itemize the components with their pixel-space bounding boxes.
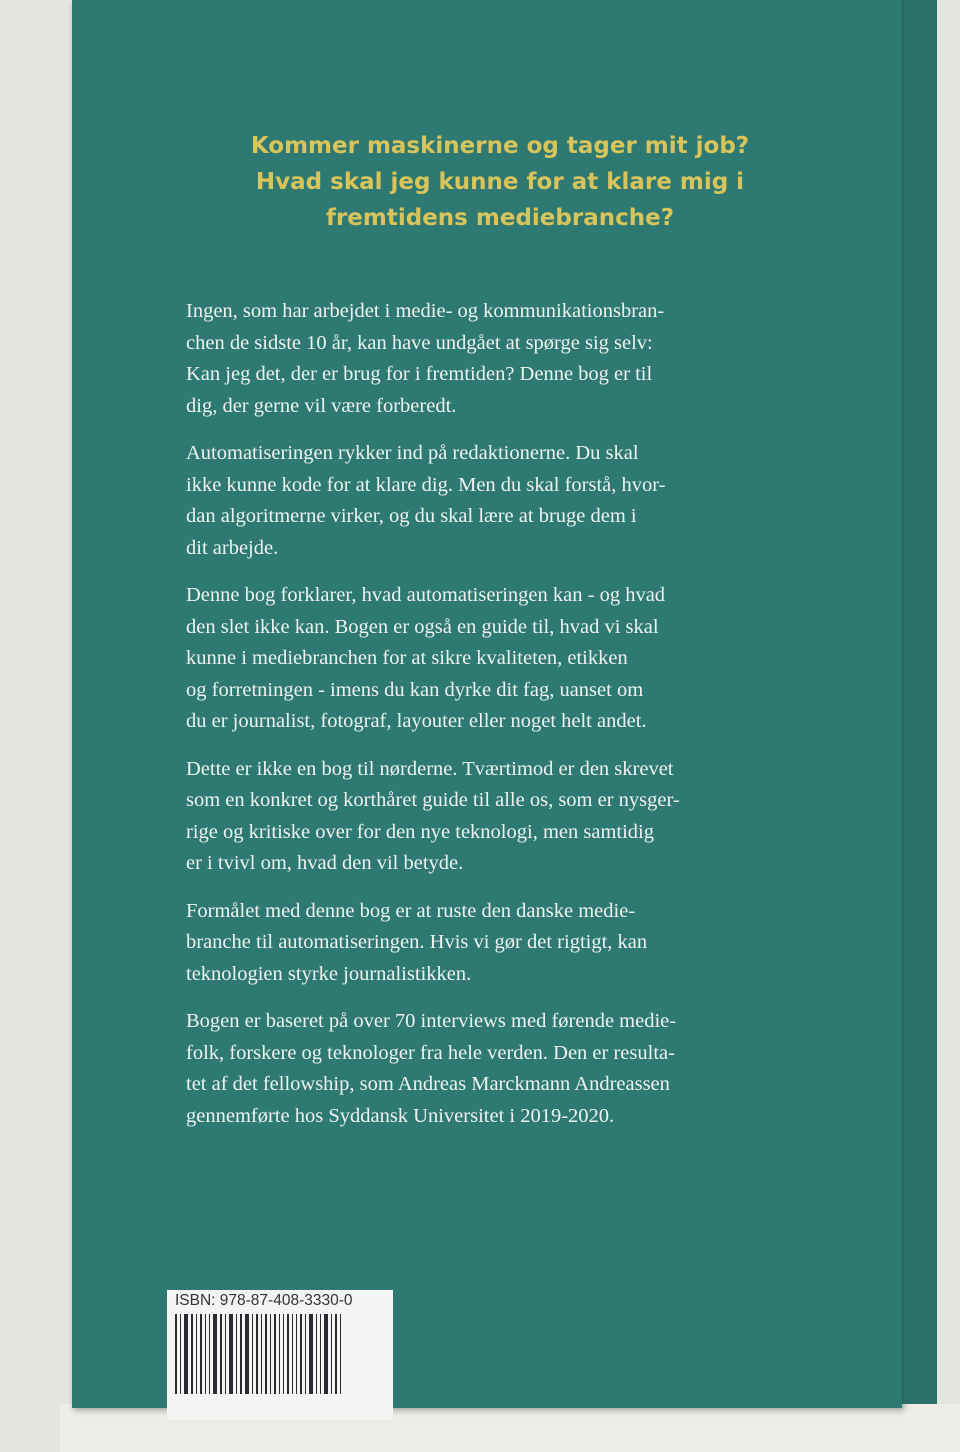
barcode-bar: [229, 1314, 233, 1394]
blurb-line: rige og kritiske over for den nye teknologi, men samtidig: [186, 820, 654, 843]
blurb-line: Bogen er baseret på over 70 interviews med førende medie-: [186, 1010, 677, 1032]
blurb-line: som en konkret og korthåret guide til alle os, som er nysger-: [186, 789, 680, 811]
blurb-line: Dette er ikke en bog til nørderne. Tværtimod er den skrevet: [186, 757, 674, 780]
blurb-line: chen de sidste 10 år, kan have undgået at spørge sig selv:: [186, 331, 653, 354]
blurb-line: dig, der gerne vil være forberedt.: [186, 394, 457, 417]
barcode-bar: [296, 1314, 297, 1394]
barcode-bar: [265, 1314, 267, 1394]
barcode-bar: [287, 1314, 289, 1394]
barcode-bar: [200, 1314, 202, 1394]
blurb-paragraph: [186, 754, 826, 880]
barcode-bar: [196, 1314, 197, 1394]
blurb-line: branche til automatiseringen. Hvis vi gør det rigtigt, kan: [186, 931, 648, 953]
isbn-label: ISBN: 978-87-408-3330-0: [175, 1292, 353, 1309]
barcode-bar: [261, 1314, 262, 1394]
blurb-line: er i tvivl om, hvad den vil betyde.: [186, 852, 464, 874]
heading-line: fremtidens mediebranche?: [325, 205, 675, 231]
barcode-bar: [274, 1314, 276, 1394]
blurb-line: Automatiseringen rykker ind på redaktionerne. Du skal: [186, 442, 639, 464]
barcode-bar: [180, 1314, 181, 1394]
barcode-bar: [324, 1314, 328, 1394]
barcode-bar: [213, 1314, 217, 1394]
barcode-bar: [240, 1314, 242, 1394]
heading-line: Kommer maskinerne og tager mit job?: [250, 133, 750, 159]
barcode-bar: [245, 1314, 249, 1394]
blurb-line: og forretningen - imens du kan dyrke dit fag, uanset om: [186, 678, 644, 701]
heading-line: Hvad skal jeg kunne for at klare mig i: [255, 169, 745, 195]
barcode-bar: [220, 1314, 222, 1394]
blurb-line: gennemførte hos Syddansk Universitet i 2019-2020.: [186, 1104, 615, 1127]
barcode-bar: [283, 1314, 284, 1394]
barcode-bar: [256, 1314, 258, 1394]
barcode-bar: [300, 1314, 302, 1394]
blurb-paragraph: [186, 438, 826, 564]
blurb-line: folk, forskere og teknologer fra hele verden. Den er resulta-: [186, 1041, 675, 1064]
blurb-line: Ingen, som har arbejdet i medie- og kommunikationsbran-: [186, 300, 665, 322]
barcode-bar: [305, 1314, 306, 1394]
barcode-bar: [236, 1314, 237, 1394]
barcode-bars: [175, 1314, 387, 1394]
blurb-text: [186, 296, 826, 1148]
barcode-bar: [309, 1314, 313, 1394]
blurb-line: dit arbejde.: [186, 536, 279, 559]
barcode-bar: [209, 1314, 210, 1394]
barcode-bar: [191, 1314, 193, 1394]
blurb-line: dan algoritmerne virker, og du skal lære at bruge dem i: [186, 505, 637, 527]
blurb-line: tet af det fellowship, som Andreas Marckmann Andreassen: [186, 1073, 670, 1095]
barcode-bar: [270, 1314, 271, 1394]
blurb-line: ikke kunne kode for at klare dig. Men du skal forstå, hvor-: [186, 473, 666, 496]
barcode-bar: [320, 1314, 321, 1394]
blurb-paragraph: [186, 1006, 826, 1132]
barcode-bar: [252, 1314, 253, 1394]
blurb-paragraph: [186, 296, 826, 422]
blurb-line: Kan jeg det, der er brug for i fremtiden? Denne bog er til: [186, 363, 653, 385]
barcode-bar: [331, 1314, 332, 1394]
barcode-bar: [340, 1314, 341, 1394]
barcode-bar: [225, 1314, 226, 1394]
blurb-line: kunne i mediebranchen for at sikre kvaliteten, etikken: [186, 647, 628, 669]
book-spine-edge: [902, 0, 937, 1404]
barcode-bar: [335, 1314, 337, 1394]
cover-heading: [180, 128, 820, 236]
barcode-bar: [205, 1314, 206, 1394]
blurb-line: den slet ikke kan. Bogen er også en guide til, hvad vi skal: [186, 615, 659, 638]
barcode-bar: [184, 1314, 188, 1394]
blurb-line: du er journalist, fotograf, layouter eller noget helt andet.: [186, 710, 647, 732]
barcode-bar: [175, 1314, 177, 1394]
blurb-paragraph: [186, 580, 826, 738]
barcode-bar: [316, 1314, 317, 1394]
isbn-barcode: [167, 1290, 393, 1420]
blurb-line: teknologien styrke journalistikken.: [186, 962, 472, 985]
blurb-line: Denne bog forklarer, hvad automatiseringen kan - og hvad: [186, 584, 666, 606]
barcode-bar: [279, 1314, 280, 1394]
blurb-line: Formålet med denne bog er at ruste den danske medie-: [186, 899, 636, 922]
blurb-paragraph: [186, 896, 826, 991]
barcode-bar: [292, 1314, 293, 1394]
